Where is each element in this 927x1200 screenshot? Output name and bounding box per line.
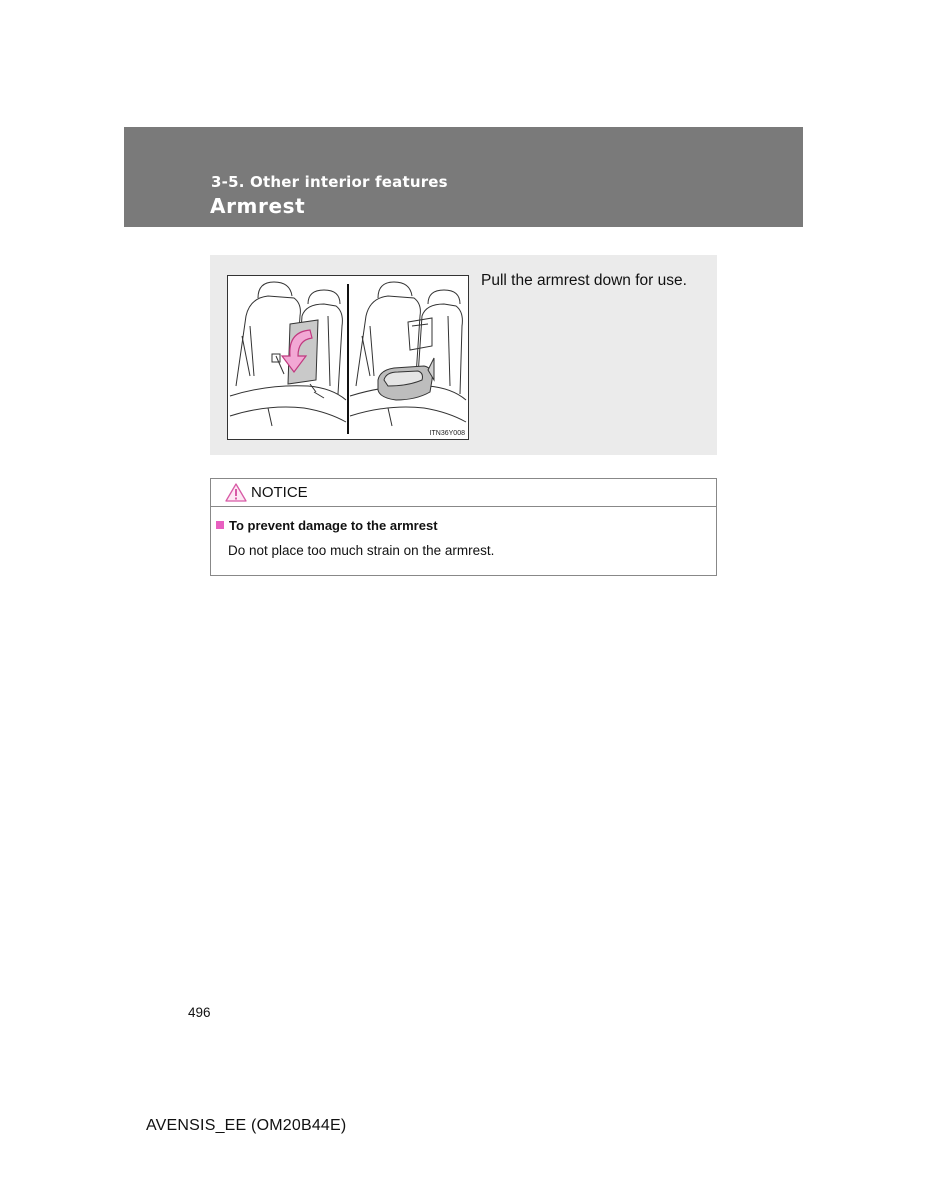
notice-item-body: Do not place too much strain on the armrest. xyxy=(228,543,495,558)
notice-header xyxy=(211,479,716,507)
notice-item-heading-text: To prevent damage to the armrest xyxy=(229,518,438,533)
figure-code: ITN36Y008 xyxy=(429,430,465,437)
document-code: AVENSIS_EE (OM20B44E) xyxy=(146,1117,347,1134)
notice-item-heading xyxy=(216,518,438,533)
instruction-text: Pull the armrest down for use. xyxy=(481,272,687,289)
seat-unfolded-drawing xyxy=(350,282,466,426)
armrest-illustration xyxy=(227,275,469,440)
seat-folded-drawing xyxy=(230,282,346,426)
header-band xyxy=(124,127,803,227)
warning-triangle-icon xyxy=(225,483,247,502)
section-label: 3-5. Other interior features xyxy=(211,173,448,191)
info-panel xyxy=(210,255,717,455)
page-title: Armrest xyxy=(210,194,306,218)
notice-box xyxy=(210,478,717,576)
armrest-diagram xyxy=(228,276,468,439)
page-number: 496 xyxy=(188,1005,211,1020)
bullet-square-icon xyxy=(216,521,224,529)
notice-title: NOTICE xyxy=(251,484,308,501)
